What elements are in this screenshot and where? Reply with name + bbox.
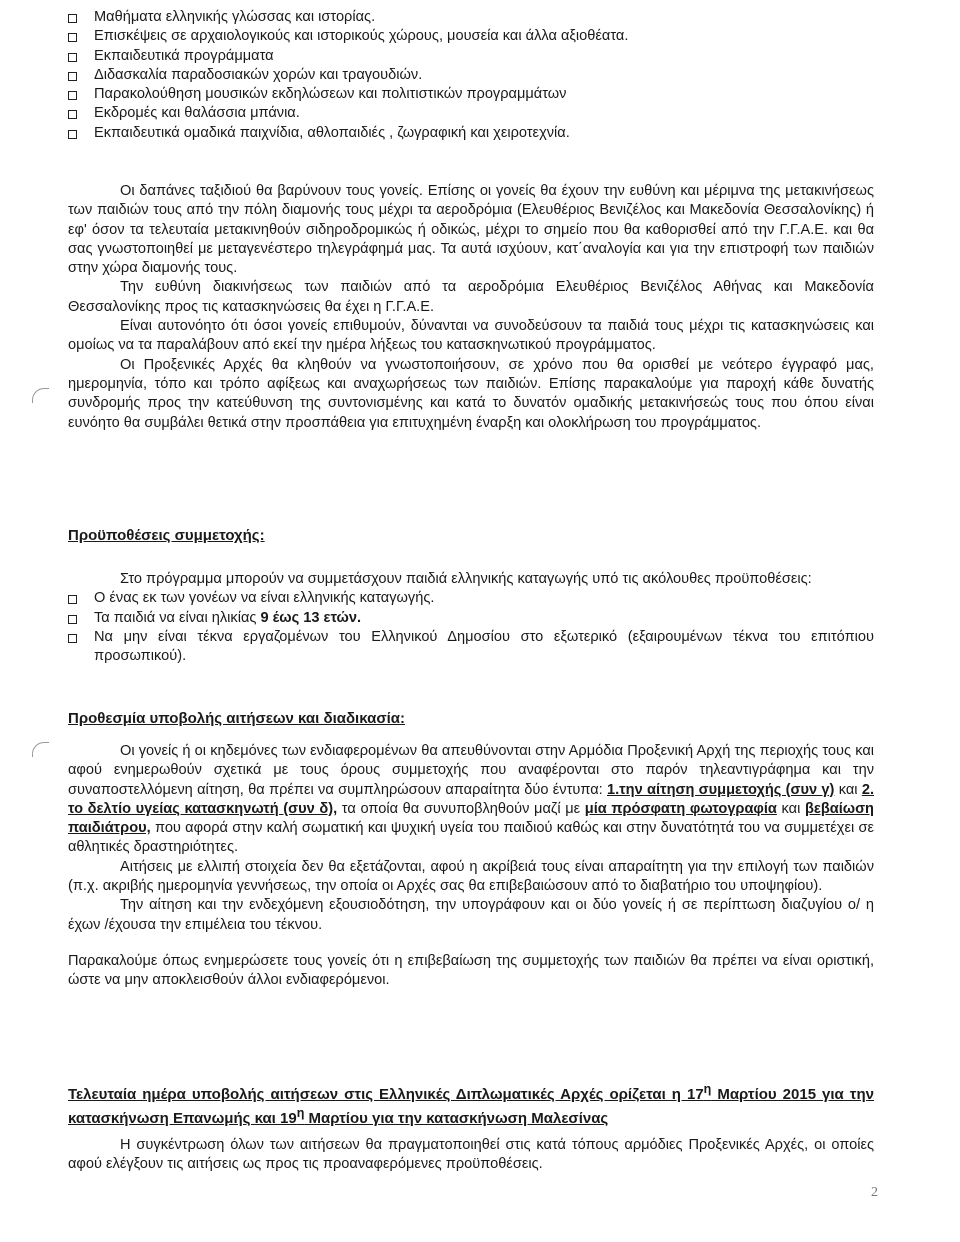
conditions-heading: Προϋποθέσεις συμμετοχής: [68, 527, 265, 544]
list-item: Να μην είναι τέκνα εργαζομένων του Ελληνικού Δημοσίου στο εξωτερικό (εξαιρουμένων τέκνα του επιτόπιου προσωπικού). [68, 628, 874, 667]
activities-list [68, 8, 888, 143]
paragraph: Την ευθύνη διακινήσεως των παιδιών από τα αεροδρόμια Ελευθέριος Βενιζέλος Αθήνας και Μακεδονία Θεσσαλονίκης προς τις κατασκηνώσεις θα έχει η Γ.Γ.Α.Ε. [68, 279, 874, 315]
list-item: Διδασκαλία παραδοσιακών χορών και τραγουδιών. [68, 66, 888, 85]
checkbox-bullet-icon [68, 53, 77, 62]
checkbox-bullet-icon [68, 130, 77, 139]
scan-mark-icon [32, 742, 49, 757]
checkbox-bullet-icon [68, 33, 77, 42]
expenses-section [68, 182, 874, 433]
checkbox-bullet-icon [68, 615, 77, 624]
final-deadline: Τελευταία ημέρα υποβολής αιτήσεων στις Ελληνικές Διπλωματικές Αρχές ορίζεται η $17^\eta$ Μαρτίου 2015 για την κατασκήνωση Επανωμής και $19^\eta$ Μαρτίου για την κατασκήνωση Μαλεσίνας [68, 1082, 874, 1128]
paragraph: Οι δαπάνες ταξιδιού θα βαρύνουν τους γονείς. Επίσης οι γονείς θα έχουν την ευθύνη και μέριμνα της μετακινήσεως των παιδιών τους από την πόλη διαμονής τους μέχρι τα αεροδρόμια (Ελευθέριος Βενιζέλος και Μακεδονία Θεσσαλονίκης) ή εφ' όσον τα τελευταία μετακινηθούν σιδηροδρομικώς ή οδικώς, μέχρι το σημείο που θα καθορισθεί από την Γ.Γ.Α.Ε. και θα σας γνωστοποιηθεί με μεταγενέστερο τηλεγράφημά μας. Τα αυτά ισχύουν, κατ΄αναλογία και για την επιστροφή των παιδιών στην χώρα διαμονής τους. [68, 183, 874, 277]
paragraph: Είναι αυτονόητο ότι όσοι γονείς επιθυμούν, δύνανται να συνοδεύσουν τα παιδιά τους μέχρι τις κατασκηνώσεις και ομοίως να τα παραλάβουν από εκεί την ημέρα λήξεως του κατασκηνωτικού προγράμματος. [68, 318, 874, 354]
list-item: Μαθήματα ελληνικής γλώσσας και ιστορίας. [68, 8, 888, 27]
paragraph: Στο πρόγραμμα μπορούν να συμμετάσχουν παιδιά ελληνικής καταγωγής υπό τις ακόλουθες προϋποθέσεις: [120, 571, 812, 587]
checkbox-bullet-icon [68, 91, 77, 100]
checkbox-bullet-icon [68, 14, 77, 23]
list-item: Τα παιδιά να είναι ηλικίας 9 έως 13 ετών. [68, 609, 874, 628]
paragraph: Οι γονείς ή οι κηδεμόνες των ενδιαφερομένων θα απευθύνονται στην Αρμόδια Προξενική Αρχή της περιοχής τους και αφού ενημερωθούν σχετικά με τους όρους συμμετοχής που αναφέρονται στο παρόν τηλεαντιγράφημα και την συναποστελλόμενη αίτηση, θα πρέπει να συμπληρώσουν απαραίτητα δύο έντυπα: 1.την αίτηση συμμετοχής (συν γ) και 2. το δελτίο υγείας κατασκηνωτή (συν δ), τα οποία θα συνυποβληθούν μαζί με μία πρόσφατη φωτογραφία και βεβαίωση παιδιάτρου, που αφορά στην καλή σωματική και ψυχική υγεία του παιδιού καθώς και στην δυνατότητά του να συμμετέχει σε αθλητικές δραστηριότητες. [68, 743, 874, 856]
list-item: Εκπαιδευτικά ομαδικά παιχνίδια, αθλοπαιδιές , ζωγραφική και χειροτεχνία. [68, 124, 888, 143]
checkbox-bullet-icon [68, 634, 77, 643]
checkbox-bullet-icon [68, 595, 77, 604]
list-item: Παρακολούθηση μουσικών εκδηλώσεων και πολιτιστικών προγραμμάτων [68, 85, 888, 104]
list-item: Εκδρομές και θαλάσσια μπάνια. [68, 104, 888, 123]
paragraph: Την αίτηση και την ενδεχόμενη εξουσιοδότηση, την υπογράφουν και οι δύο γονείς ή σε περίπτωση διαζυγίου ο/ η έχων /έχουσα την επιμέλεια του τέκνου. [68, 897, 874, 933]
conditions-section [68, 570, 874, 666]
deadline-section [68, 742, 874, 991]
list-item: Επισκέψεις σε αρχαιολογικούς και ιστορικούς χώρους, μουσεία και άλλα αξιοθέατα. [68, 27, 888, 46]
checkbox-bullet-icon [68, 110, 77, 119]
paragraph: Παρακαλούμε όπως ενημερώσετε τους γονείς ότι η επιβεβαίωση της συμμετοχής των παιδιών θα πρέπει να είναι οριστική, ώστε να μην αποκλεισθούν άλλοι ενδιαφερόμενοι. [68, 952, 874, 989]
list-item: Ο ένας εκ των γονέων να είναι ελληνικής καταγωγής. [68, 589, 874, 608]
scan-mark-icon [32, 388, 49, 403]
paragraph: Αιτήσεις με ελλιπή στοιχεία δεν θα εξετάζονται, αφού η ακρίβειά τους είναι απαραίτητη για την επιλογή των παιδιών (π.χ. ακριβής ημερομηνία γεννήσεως, την οποία οι Αρχές σας θα επιβεβαιώσουν από το διαβατήριο του υποψηφίου). [68, 858, 874, 895]
closing-paragraph: Η συγκέντρωση όλων των αιτήσεων θα πραγματοποιηθεί στις κατά τόπους αρμόδιες Προξενικές Αρχές, οι οποίες αφού ελέγξουν τις αιτήσεις ως προς τις προαναφερόμενες προϋποθέσεις. [68, 1137, 874, 1173]
deadline-heading: Προθεσμία υποβολής αιτήσεων και διαδικασία: [68, 710, 405, 727]
page-number: 2 [871, 1185, 878, 1200]
checkbox-bullet-icon [68, 72, 77, 81]
paragraph: Οι Προξενικές Αρχές θα κληθούν να γνωστοποιήσουν, σε χρόνο που θα ορισθεί με νεότερο έγγραφό μας, ημερομηνία, τόπο και τρόπο αφίξεως και αναχωρήσεως των παιδιών. Επίσης παρακαλούμε για παροχή κάθε δυνατής συνδρομής προς την κατεύθυνση της συντονισμένης και κατά το δυνατόν ομαδικής μετακινήσεώς τους που όπου είναι ευνόητο θα συμβάλει θετικά στην προσπάθεια για επιτυχημένη έναρξη και ολοκλήρωση του προγράμματος. [68, 356, 874, 431]
list-item: Εκπαιδευτικά προγράμματα [68, 47, 888, 66]
